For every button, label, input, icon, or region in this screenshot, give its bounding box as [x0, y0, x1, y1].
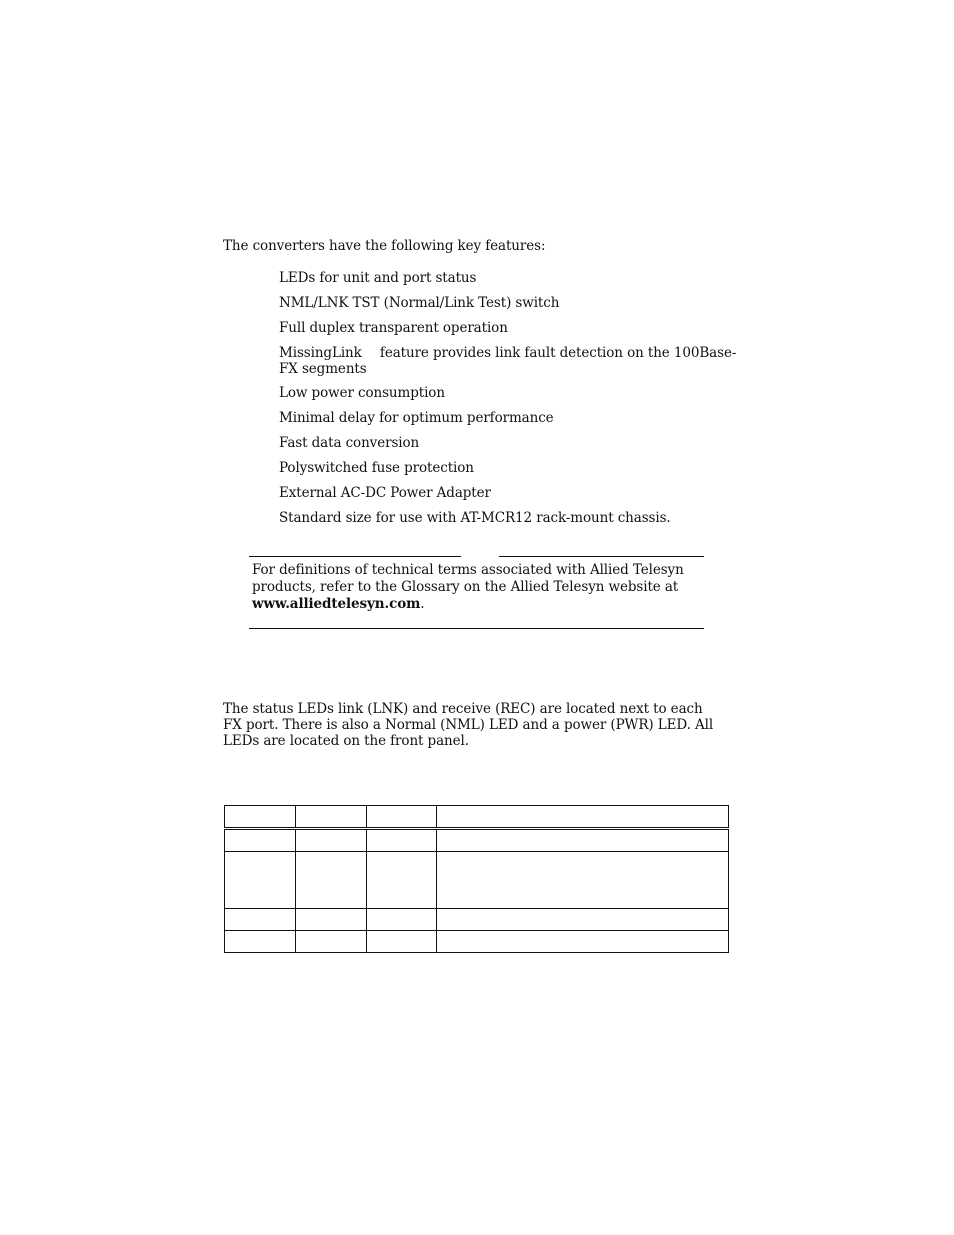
table-cell	[225, 909, 296, 931]
table-cell	[437, 852, 729, 909]
feature-text: Full duplex transparent operation	[279, 320, 508, 336]
list-item	[279, 295, 739, 312]
table-row	[225, 931, 729, 953]
feature-text: LEDs for unit and port status	[279, 270, 477, 286]
table-cell	[437, 829, 729, 852]
table-row	[225, 829, 729, 852]
list-item	[279, 435, 739, 452]
table-cell	[437, 931, 729, 953]
table-cell	[225, 806, 296, 829]
feature-text: NML/LNK TST (Normal/Link Test) switch	[279, 295, 560, 311]
feature-text: feature provides link fault detection on the 100Base-FX segments	[279, 345, 737, 377]
list-item	[279, 385, 739, 402]
note-top-rule-left	[249, 556, 461, 557]
table-cell	[225, 829, 296, 852]
feature-text: Fast data conversion	[279, 435, 420, 451]
table-cell	[296, 909, 367, 931]
table-row	[225, 909, 729, 931]
table-cell	[225, 852, 296, 909]
note-end: .	[420, 596, 425, 612]
table-cell	[367, 806, 437, 829]
note-top-rule-right	[499, 556, 704, 557]
website-link[interactable]: www.alliedtelesyn.com	[252, 596, 421, 612]
feature-text-missinglink: MissingLink	[279, 345, 362, 361]
list-item	[279, 270, 739, 287]
table-cell	[225, 931, 296, 953]
list-item	[279, 510, 739, 527]
list-item	[279, 410, 739, 427]
status-paragraph: The status LEDs link (LNK) and receive (REC) are located next to each FX port. There is also a Normal (NML) LED and a power (PWR) LED. All LEDs are located on the front panel.	[223, 701, 714, 749]
feature-text: Low power consumption	[279, 385, 445, 401]
table-cell	[296, 806, 367, 829]
table-cell	[367, 909, 437, 931]
table-cell	[367, 829, 437, 852]
note-bottom-rule	[249, 628, 704, 629]
features-list	[279, 270, 739, 535]
led-table	[224, 805, 729, 953]
table-cell	[296, 829, 367, 852]
feature-text: Standard size for use with AT-MCR12 rack-mount chassis.	[279, 510, 671, 526]
list-item	[279, 345, 739, 377]
note-body: For definitions of technical terms associated with Allied Telesyn products, refer to the Glossary on the Allied Telesyn website at	[252, 562, 684, 595]
table-header-row	[225, 806, 729, 829]
feature-text: Minimal delay for optimum performance	[279, 410, 554, 426]
table-cell	[437, 806, 729, 829]
feature-text: External AC-DC Power Adapter	[279, 485, 491, 501]
table-row	[225, 852, 729, 909]
table-cell	[367, 852, 437, 909]
features-intro: The converters have the following key features:	[223, 238, 546, 254]
list-item	[279, 485, 739, 502]
feature-text: Polyswitched fuse protection	[279, 460, 474, 476]
list-item	[279, 320, 739, 337]
table-cell	[437, 909, 729, 931]
table-cell	[296, 852, 367, 909]
list-item	[279, 460, 739, 477]
table-cell	[296, 931, 367, 953]
note-text	[252, 562, 704, 613]
table-cell	[367, 931, 437, 953]
